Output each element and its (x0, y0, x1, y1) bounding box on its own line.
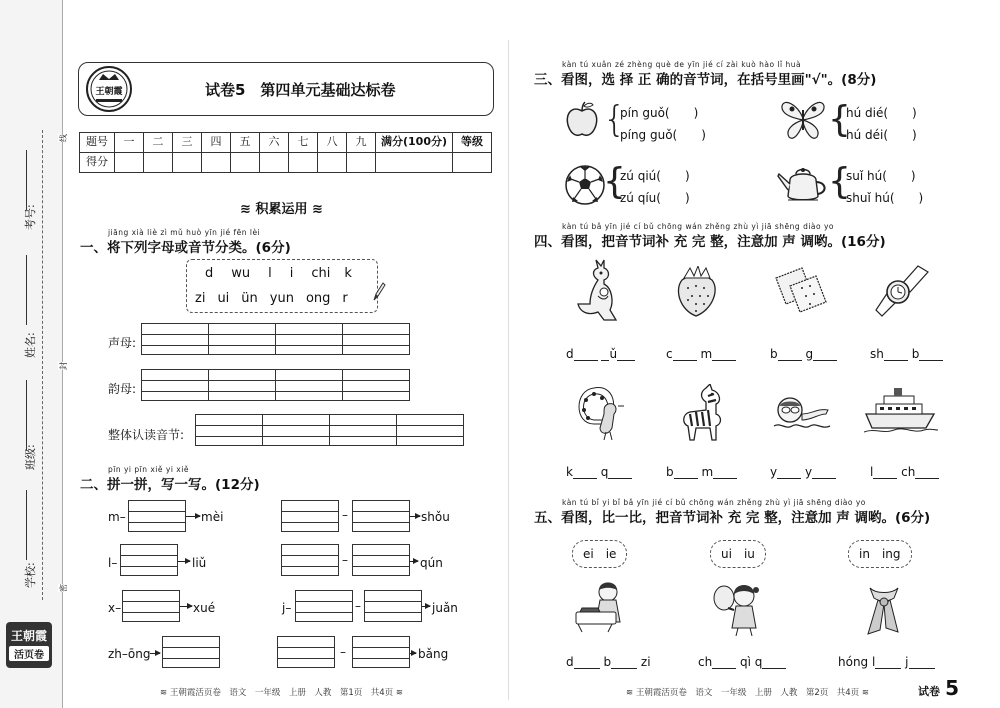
option-text[interactable]: zú qiú( ) (620, 169, 690, 183)
score-cell: 五 (230, 132, 260, 153)
option-text[interactable]: píng guǒ( ) (620, 128, 706, 142)
answer-cell[interactable] (141, 323, 209, 355)
apple-icon (564, 100, 600, 140)
score-input[interactable] (317, 152, 347, 173)
score-cell: 等级 (452, 132, 492, 153)
fill-answer[interactable]: sh b (870, 347, 943, 361)
spell-box[interactable] (352, 500, 410, 532)
arrow-icon (410, 653, 416, 654)
spell-box[interactable] (281, 544, 339, 576)
wave-icon: ≋ (240, 202, 251, 217)
q2-title: 二、拼一拼，写一写。(12分) (80, 477, 260, 493)
answer-cell[interactable] (208, 369, 276, 401)
answer-cell[interactable] (275, 369, 343, 401)
letter-item: r (342, 291, 348, 306)
kettle-icon (776, 162, 832, 204)
score-cell: 七 (288, 132, 318, 153)
compare-pair: in ing (848, 540, 912, 568)
answer-cell[interactable] (396, 414, 464, 446)
category-label: 韵母: (108, 382, 137, 396)
binding-mark-xian: 线 (59, 134, 68, 142)
letter-item: i (289, 266, 294, 281)
letter-item: ün (241, 291, 258, 306)
brace-icon: { (828, 161, 851, 202)
score-cell: 题号 (79, 132, 115, 153)
binding-mark-mi: 密 (59, 584, 68, 592)
score-input[interactable] (288, 152, 318, 173)
paper-tag-number: 5 (945, 676, 960, 700)
zebra-icon (676, 384, 728, 444)
letter-item: d (205, 266, 214, 281)
answer-cell[interactable] (329, 414, 397, 446)
answer-cell[interactable] (195, 414, 263, 446)
spell-box[interactable] (162, 636, 220, 668)
score-cell: 六 (259, 132, 289, 153)
fill-answer[interactable]: k q (566, 465, 632, 479)
letter-item: zi (195, 291, 206, 306)
spell-sep: – (342, 553, 348, 567)
letter-item: ong (305, 291, 331, 306)
q3-pinyin: kàn tú xuǎn zé zhèng què de yīn jié cí zài kuò hào lǐ huà (562, 60, 802, 69)
brace-icon: { (603, 161, 626, 202)
score-input[interactable] (452, 152, 492, 173)
biscuit-icon (772, 264, 830, 316)
category-label: 整体认读音节: (108, 428, 185, 442)
footer-left: ≋ 王朝霞活页卷 语文 一年级 上册 人教 第1页 共4页 ≋ (160, 688, 403, 698)
option-text[interactable]: shuǐ hú( ) (846, 191, 924, 205)
score-table-header (80, 133, 492, 153)
brand-sub: 活页卷 (9, 646, 49, 661)
q1-pinyin: jiāng xià liè zì mǔ huò yīn jié fēn lèi (108, 228, 261, 237)
score-cell: 四 (201, 132, 231, 153)
score-table-row (80, 153, 492, 173)
logo-seal-icon (85, 65, 133, 113)
score-cell: 三 (172, 132, 202, 153)
paper-tag (918, 676, 959, 700)
spell-box[interactable] (281, 500, 339, 532)
fill-answer[interactable]: d ǔ (566, 347, 635, 361)
answer-cell[interactable] (275, 323, 343, 355)
letters-box (186, 259, 378, 313)
brand-badge (6, 622, 52, 668)
answer-cell[interactable] (141, 369, 209, 401)
swimmer-icon (772, 390, 834, 434)
binding-field-kaohao (26, 150, 27, 210)
letters-row (205, 266, 352, 281)
arrow-icon (150, 653, 160, 654)
binding-label-class: 班级: (24, 444, 37, 470)
binding-label-school: 学校: (24, 562, 37, 588)
fill-answer[interactable]: l ch (870, 465, 939, 479)
paper-tag-label: 试卷 (918, 685, 940, 698)
score-input[interactable] (375, 152, 453, 173)
q2-pinyin: pīn yi pīn xiě yi xiě (108, 465, 189, 474)
section-title: 积累运用 (255, 202, 308, 217)
letter-item: chi (311, 266, 331, 281)
compare-pair: ui iu (710, 540, 766, 568)
arrow-icon (180, 606, 192, 607)
spell-box[interactable] (277, 636, 335, 668)
spell-result: liǔ (192, 556, 207, 570)
logo-text: 王朝霞 (95, 87, 123, 97)
page-divider (508, 40, 509, 700)
arrow-icon (410, 516, 420, 517)
letter-item: l (268, 266, 272, 281)
spell-box[interactable] (128, 500, 186, 532)
score-input[interactable] (346, 152, 376, 173)
compare-pair: ei ie (572, 540, 627, 568)
binding-line (42, 130, 43, 600)
section-heading (240, 198, 323, 217)
letter-item: yun (269, 291, 294, 306)
spell-result: qún (420, 556, 443, 570)
option-text[interactable]: hú dié( ) (846, 106, 917, 120)
binding-field-class (26, 380, 27, 450)
watch-icon (874, 262, 932, 318)
spell-box[interactable] (364, 590, 422, 622)
butterfly-icon (780, 98, 826, 142)
arrow-icon (178, 561, 190, 562)
spell-sep: – (355, 599, 361, 613)
score-input[interactable] (201, 152, 231, 173)
fill-answer[interactable]: b g (770, 347, 837, 361)
answer-grid (196, 415, 464, 447)
score-cell: 八 (317, 132, 347, 153)
answer-cell[interactable] (208, 323, 276, 355)
score-input[interactable] (114, 152, 144, 173)
q5-pinyin: kàn tú bǐ yi bǐ bǎ yīn jié cí bǔ chōng wán zhěng zhù yì jiā shēng diào yo (562, 498, 866, 507)
arrow-icon (410, 561, 418, 562)
fill-answer[interactable]: y y (770, 465, 836, 479)
q4-pinyin: kàn tú bǎ yīn jié cí bǔ chōng wán zhěng zhù yì jiā shēng diào yo (562, 222, 835, 231)
pencil-icon (371, 280, 387, 302)
wave-icon: ≋ (311, 202, 323, 217)
fill-answer[interactable]: ch qì q (698, 655, 786, 669)
option-text[interactable]: hú déi( ) (846, 128, 917, 142)
binding-field-school (26, 490, 27, 560)
answer-grid (142, 370, 410, 402)
spell-result: bǎng (418, 647, 449, 661)
option-text[interactable]: pín guǒ( ) (620, 106, 699, 120)
spell-box[interactable] (120, 544, 178, 576)
spell-prefix: m– (108, 510, 126, 524)
arrow-icon (422, 606, 430, 607)
fill-answer[interactable]: c m (666, 347, 736, 361)
spell-box[interactable] (122, 590, 180, 622)
spell-result: juǎn (432, 601, 458, 615)
option-text[interactable]: suǐ hú( ) (846, 169, 916, 183)
football-icon (564, 164, 606, 206)
spell-prefix: zh–ōng (108, 647, 151, 661)
option-text[interactable]: zú qíu( ) (620, 191, 690, 205)
q5-title: 五、看图，比一比，把音节词补 充 完 整，注意加 声 调哟。(6分) (534, 510, 931, 526)
page-title: 试卷5 第四单元基础达标卷 (205, 81, 396, 99)
score-input[interactable] (143, 152, 173, 173)
red-scarf-icon (864, 584, 904, 638)
spell-sep: – (340, 645, 346, 659)
category-label: 声母: (108, 336, 137, 350)
arrow-icon (186, 516, 200, 517)
score-cell: 九 (346, 132, 376, 153)
score-input[interactable] (259, 152, 289, 173)
spell-box[interactable] (352, 544, 410, 576)
binding-strip (0, 0, 68, 708)
binding-mark-feng: 封 (59, 362, 68, 370)
spell-sep: – (342, 508, 348, 522)
letter-item: wu (231, 266, 251, 281)
spell-prefix: l– (108, 556, 118, 570)
score-input[interactable] (230, 152, 260, 173)
q4-title: 四、看图，把音节词补 充 完 整，注意加 声 调哟。(16分) (534, 234, 886, 250)
brand-name: 王朝霞 (10, 629, 47, 643)
girl-ironing-icon (572, 578, 634, 634)
fill-answer[interactable]: b m (666, 465, 737, 479)
spell-result: shǒu (421, 510, 450, 524)
q1-title: 一、将下列字母或音节分类。(6分) (80, 240, 291, 256)
spell-prefix: j– (282, 601, 292, 615)
letter-item: k (344, 266, 352, 281)
letters-row (195, 291, 348, 306)
peacock-icon (574, 384, 632, 442)
score-cell: 二 (143, 132, 173, 153)
binding-field-name (26, 255, 27, 325)
spell-box[interactable] (295, 590, 353, 622)
brace-icon: { (828, 99, 851, 140)
strawberry-icon (674, 266, 720, 318)
score-table (80, 133, 492, 173)
spell-result: xué (193, 601, 216, 615)
brace-icon: { (603, 99, 626, 140)
fill-answer[interactable]: hóng l j (838, 655, 935, 669)
fill-answer[interactable]: d b zi (566, 655, 651, 669)
answer-cell[interactable] (262, 414, 330, 446)
answer-cell[interactable] (342, 323, 410, 355)
score-input[interactable] (172, 152, 202, 173)
binding-label-kaohao: 考号: (24, 204, 37, 230)
score-row-label: 得分 (79, 152, 115, 173)
ship-icon (864, 386, 938, 434)
binding-label-name: 姓名: (24, 332, 37, 358)
girl-balloon-icon (712, 580, 768, 636)
kangaroo-icon (574, 258, 630, 324)
title-banner (78, 62, 494, 116)
score-cell: 满分(100分) (375, 132, 453, 153)
answer-grid (142, 324, 410, 356)
spell-box[interactable] (352, 636, 410, 668)
spell-result: mèi (201, 510, 224, 524)
spell-prefix: x– (108, 601, 122, 615)
letter-item: ui (217, 291, 230, 306)
footer-right: ≋ 王朝霞活页卷 语文 一年级 上册 人教 第2页 共4页 ≋ (626, 688, 869, 698)
answer-cell[interactable] (342, 369, 410, 401)
score-cell: 一 (114, 132, 144, 153)
q3-title: 三、看图，选 择 正 确的音节词，在括号里画"√"。(8分) (534, 72, 877, 88)
